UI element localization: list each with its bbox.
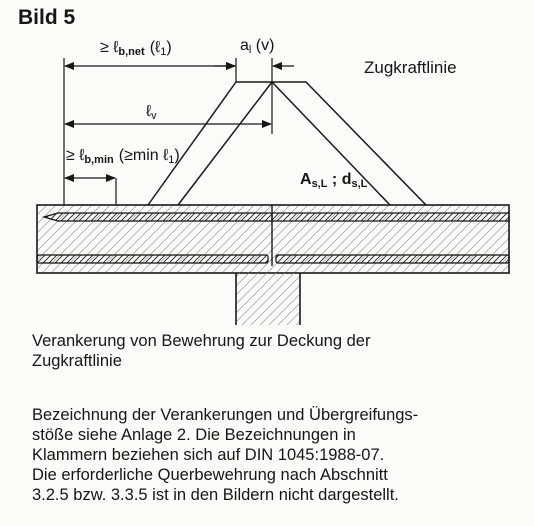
caption-line: Zugkraftlinie — [32, 352, 122, 370]
figure-title: Bild 5 — [18, 6, 76, 29]
label-lv: ℓv — [146, 103, 157, 122]
top-rebar-left — [44, 213, 272, 221]
label-as-ds: As,L ; ds,L — [300, 171, 368, 190]
dimension-lines — [64, 58, 294, 205]
note-line: Klammern beziehen sich auf DIN 1045:1988-07. — [32, 446, 385, 464]
bottom-rebar-right — [276, 255, 509, 263]
figure-note — [32, 405, 522, 505]
note-line: 3.2.5 bzw. 3.3.5 ist in den Bildern nicht dargestellt. — [32, 486, 399, 504]
label-al: al (v) — [240, 37, 275, 56]
support-column — [236, 273, 300, 325]
caption-line: Verankerung von Bewehrung zur Deckung der — [32, 332, 371, 350]
note-line: stöße siehe Anlage 2. Die Bezeichnungen in — [32, 426, 356, 444]
note-line: Bezeichnung der Verankerungen und Übergreifungs- — [32, 406, 419, 424]
label-lb-net: ≥ ℓb,net (ℓ1) — [100, 39, 172, 58]
top-rebar-right — [272, 213, 509, 221]
label-zugkraftlinie: Zugkraftlinie — [364, 58, 457, 77]
bottom-rebar-left — [37, 255, 268, 263]
label-lb-min: ≥ ℓb,min (≥min ℓ1) — [66, 147, 180, 166]
figure-caption — [32, 331, 502, 371]
note-line: Die erforderliche Querbewehrung nach Abschnitt — [32, 466, 388, 484]
tension-force-line — [148, 82, 426, 205]
